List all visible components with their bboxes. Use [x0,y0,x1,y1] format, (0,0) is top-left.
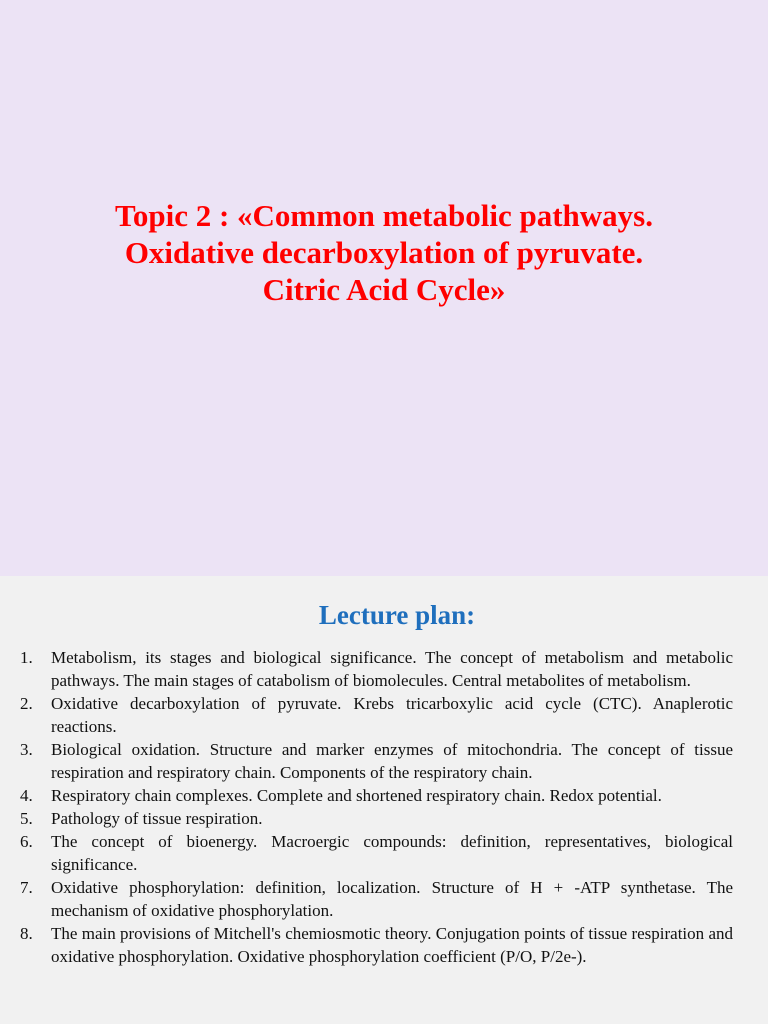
list-item [20,807,733,830]
list-item-text: Oxidative phosphorylation: definition, localization. Structure of H + -ATP synthetase. The mechanism of oxidative phosphorylation. [51,878,733,920]
lecture-plan-slide [0,576,768,1024]
list-item [20,922,733,968]
list-item-number: 5. [20,809,33,828]
list-item-number: 8. [20,924,33,943]
list-item-text: The main provisions of Mitchell's chemiosmotic theory. Conjugation points of tissue respiration and oxidative phosphorylation. Oxidative phosphorylation coefficient (P/O, P/2e-). [51,924,733,966]
list-item-number: 7. [20,878,33,897]
title-line-3: Citric Acid Cycle» [262,272,506,307]
lecture-plan-list [20,646,733,968]
list-item-number: 2. [20,694,33,713]
list-item [20,738,733,784]
list-item-number: 4. [20,786,33,805]
list-item [20,876,733,922]
list-item-number: 6. [20,832,33,851]
list-item-number: 1. [20,648,33,667]
title-line-1: Topic 2 : «Common metabolic pathways. [115,198,653,233]
list-item-text: Biological oxidation. Structure and marker enzymes of mitochondria. The concept of tissue respiration and respiratory chain. Components of the respiratory chain. [51,740,733,782]
list-item-text: The concept of bioenergy. Macroergic compounds: definition, representatives, biological significance. [51,832,733,874]
list-item-text: Pathology of tissue respiration. [51,809,263,828]
list-item [20,784,733,807]
list-item [20,830,733,876]
list-item [20,646,733,692]
list-item-text: Oxidative decarboxylation of pyruvate. Krebs tricarboxylic acid cycle (CTC). Anaplerotic reactions. [51,694,733,736]
slide-title [0,197,768,308]
list-item-number: 3. [20,740,33,759]
list-item [20,692,733,738]
list-item-text: Respiratory chain complexes. Complete and shortened respiratory chain. Redox potential. [51,786,662,805]
list-item-text: Metabolism, its stages and biological significance. The concept of metabolism and metabolic pathways. The main stages of catabolism of biomolecules. Central metabolites of metabolism. [51,648,733,690]
title-line-2: Oxidative decarboxylation of pyruvate. [124,235,644,270]
lecture-plan-heading: Lecture plan: [318,600,476,630]
